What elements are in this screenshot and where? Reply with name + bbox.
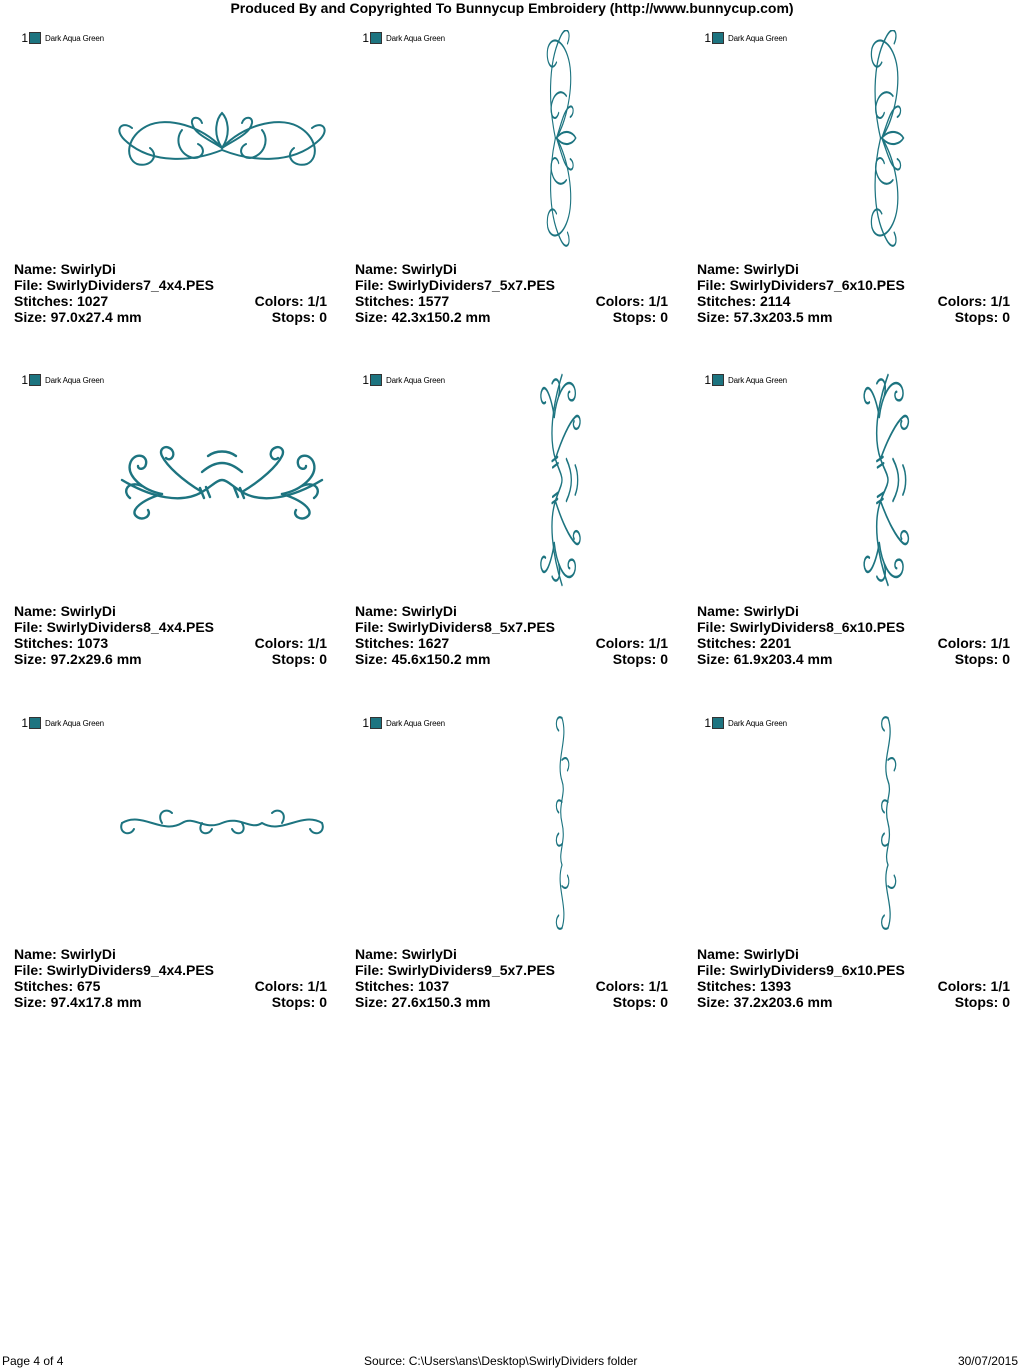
- design-cell-1: [14, 30, 334, 360]
- stitches-row: [697, 978, 1010, 994]
- thread-name: Dark Aqua Green: [728, 375, 787, 385]
- design-stitches: Stitches: 1627: [355, 635, 450, 651]
- thread-number: 1: [704, 716, 711, 730]
- stitches-row: [14, 978, 327, 994]
- design-motif: [119, 113, 324, 165]
- size-row: [14, 994, 327, 1010]
- embroidery-design-preview: [355, 372, 675, 602]
- design-stitches: Stitches: 1027: [14, 293, 109, 309]
- design-file: File: SwirlyDividers9_5x7.PES: [355, 962, 555, 978]
- design-motif: [122, 447, 322, 518]
- name-row: [14, 261, 327, 277]
- embroidery-design-preview: [355, 30, 675, 260]
- name-row: [14, 603, 327, 619]
- design-cell-2: [355, 30, 675, 360]
- header-title: Produced By and Copyrighted To Bunnycup Embroidery (http://www.bunnycup.com): [230, 0, 794, 16]
- stitches-row: [697, 635, 1010, 651]
- name-row: [697, 603, 1010, 619]
- thread-number: 1: [704, 31, 711, 45]
- design-size: Size: 27.6x150.3 mm: [355, 994, 491, 1010]
- size-row: [355, 651, 668, 667]
- design-size: Size: 57.3x203.5 mm: [697, 309, 833, 325]
- design-motif: [121, 811, 323, 834]
- design-cell-8: [355, 715, 675, 1045]
- design-size: Size: 61.9x203.4 mm: [697, 651, 833, 667]
- design-size: Size: 97.0x27.4 mm: [14, 309, 142, 325]
- page-number: Page 4 of 4: [2, 1354, 64, 1368]
- design-stops: Stops: 0: [954, 651, 1010, 667]
- thread-name: Dark Aqua Green: [45, 33, 104, 43]
- thread-number: 1: [362, 716, 369, 730]
- design-motif: [871, 30, 903, 246]
- thread-number: 1: [21, 31, 28, 45]
- design-info: [355, 603, 668, 667]
- size-row: [14, 309, 327, 325]
- design-colors: Colors: 1/1: [937, 978, 1010, 994]
- design-size: Size: 37.2x203.6 mm: [697, 994, 833, 1010]
- design-name: Name: SwirlyDi: [14, 261, 116, 277]
- design-stitches: Stitches: 1037: [355, 978, 450, 994]
- thread-name: Dark Aqua Green: [45, 718, 104, 728]
- design-info: [355, 261, 668, 325]
- design-cell-5: [355, 372, 675, 702]
- design-info: [14, 946, 327, 1010]
- stitches-row: [14, 635, 327, 651]
- design-name: Name: SwirlyDi: [697, 946, 799, 962]
- size-row: [355, 994, 668, 1010]
- size-row: [697, 994, 1010, 1010]
- embroidery-design-preview: [697, 715, 1017, 945]
- embroidery-design-preview: [14, 30, 334, 260]
- design-info: [14, 603, 327, 667]
- design-colors: Colors: 1/1: [254, 293, 327, 309]
- design-colors: Colors: 1/1: [937, 293, 1010, 309]
- design-file: File: SwirlyDividers8_5x7.PES: [355, 619, 555, 635]
- design-colors: Colors: 1/1: [595, 978, 668, 994]
- design-cell-7: [14, 715, 334, 1045]
- embroidery-design-preview: [355, 715, 675, 945]
- design-stitches: Stitches: 1577: [355, 293, 450, 309]
- file-row: [14, 277, 327, 293]
- embroidery-design-preview: [697, 372, 1017, 602]
- design-file: File: SwirlyDividers7_5x7.PES: [355, 277, 555, 293]
- embroidery-design-preview: [697, 30, 1017, 260]
- design-stitches: Stitches: 2114: [697, 293, 791, 309]
- size-row: [14, 651, 327, 667]
- print-date: 30/07/2015: [957, 1354, 1018, 1368]
- thread-number: 1: [704, 373, 711, 387]
- design-name: Name: SwirlyDi: [355, 603, 457, 619]
- name-row: [14, 946, 327, 962]
- design-info: [355, 946, 668, 1010]
- thread-name: Dark Aqua Green: [386, 33, 445, 43]
- thread-number: 1: [21, 716, 28, 730]
- thread-name: Dark Aqua Green: [728, 33, 787, 43]
- design-size: Size: 97.2x29.6 mm: [14, 651, 142, 667]
- thread-number: 1: [362, 373, 369, 387]
- file-row: [14, 962, 327, 978]
- stitches-row: [355, 293, 668, 309]
- design-cell-6: [697, 372, 1017, 702]
- design-colors: Colors: 1/1: [937, 635, 1010, 651]
- design-colors: Colors: 1/1: [595, 293, 668, 309]
- design-file: File: SwirlyDividers8_4x4.PES: [14, 619, 214, 635]
- name-row: [355, 603, 668, 619]
- design-stops: Stops: 0: [271, 309, 327, 325]
- design-stitches: Stitches: 2201: [697, 635, 792, 651]
- stitches-row: [14, 293, 327, 309]
- design-stops: Stops: 0: [954, 309, 1010, 325]
- file-row: [355, 962, 668, 978]
- file-row: [14, 619, 327, 635]
- size-row: [697, 651, 1010, 667]
- thread-name: Dark Aqua Green: [386, 718, 445, 728]
- thread-number: 1: [362, 31, 369, 45]
- design-stitches: Stitches: 1073: [14, 635, 109, 651]
- design-name: Name: SwirlyDi: [697, 261, 799, 277]
- name-row: [355, 261, 668, 277]
- design-cell-3: [697, 30, 1017, 360]
- file-row: [697, 277, 1010, 293]
- design-stops: Stops: 0: [271, 651, 327, 667]
- design-size: Size: 45.6x150.2 mm: [355, 651, 491, 667]
- design-stitches: Stitches: 1393: [697, 978, 792, 994]
- name-row: [355, 946, 668, 962]
- embroidery-design-preview: [14, 715, 334, 945]
- size-row: [355, 309, 668, 325]
- design-info: [14, 261, 327, 325]
- design-size: Size: 42.3x150.2 mm: [355, 309, 491, 325]
- design-name: Name: SwirlyDi: [355, 946, 457, 962]
- design-name: Name: SwirlyDi: [14, 946, 116, 962]
- design-cell-9: [697, 715, 1017, 1045]
- design-colors: Colors: 1/1: [254, 635, 327, 651]
- design-stops: Stops: 0: [612, 994, 668, 1010]
- embroidery-design-preview: [14, 372, 334, 602]
- page-header: [0, 0, 1024, 16]
- design-stops: Stops: 0: [612, 309, 668, 325]
- name-row: [697, 946, 1010, 962]
- stitches-row: [697, 293, 1010, 309]
- design-file: File: SwirlyDividers9_4x4.PES: [14, 962, 214, 978]
- design-colors: Colors: 1/1: [254, 978, 327, 994]
- design-colors: Colors: 1/1: [595, 635, 668, 651]
- size-row: [697, 309, 1010, 325]
- design-info: [697, 946, 1010, 1010]
- design-file: File: SwirlyDividers7_4x4.PES: [14, 277, 214, 293]
- design-name: Name: SwirlyDi: [14, 603, 116, 619]
- stitches-row: [355, 635, 668, 651]
- thread-number: 1: [21, 373, 28, 387]
- design-file: File: SwirlyDividers7_6x10.PES: [697, 277, 905, 293]
- design-motif: [541, 375, 580, 585]
- thread-name: Dark Aqua Green: [45, 375, 104, 385]
- thread-name: Dark Aqua Green: [386, 375, 445, 385]
- file-row: [355, 277, 668, 293]
- design-name: Name: SwirlyDi: [697, 603, 799, 619]
- design-file: File: SwirlyDividers9_6x10.PES: [697, 962, 905, 978]
- thread-name: Dark Aqua Green: [728, 718, 787, 728]
- stitches-row: [355, 978, 668, 994]
- file-row: [697, 619, 1010, 635]
- file-row: [355, 619, 668, 635]
- design-stitches: Stitches: 675: [14, 978, 101, 994]
- file-row: [697, 962, 1010, 978]
- design-motif: [556, 717, 568, 929]
- design-cell-4: [14, 372, 334, 702]
- design-motif: [882, 717, 896, 929]
- design-name: Name: SwirlyDi: [355, 261, 457, 277]
- design-motif: [547, 30, 575, 246]
- design-stops: Stops: 0: [271, 994, 327, 1010]
- design-info: [697, 603, 1010, 667]
- design-info: [697, 261, 1010, 325]
- design-motif: [864, 375, 908, 585]
- design-file: File: SwirlyDividers8_6x10.PES: [697, 619, 905, 635]
- design-stops: Stops: 0: [612, 651, 668, 667]
- source-path: Source: C:\Users\ans\Desktop\SwirlyDividers folder: [364, 1354, 638, 1368]
- name-row: [697, 261, 1010, 277]
- design-stops: Stops: 0: [954, 994, 1010, 1010]
- design-size: Size: 97.4x17.8 mm: [14, 994, 142, 1010]
